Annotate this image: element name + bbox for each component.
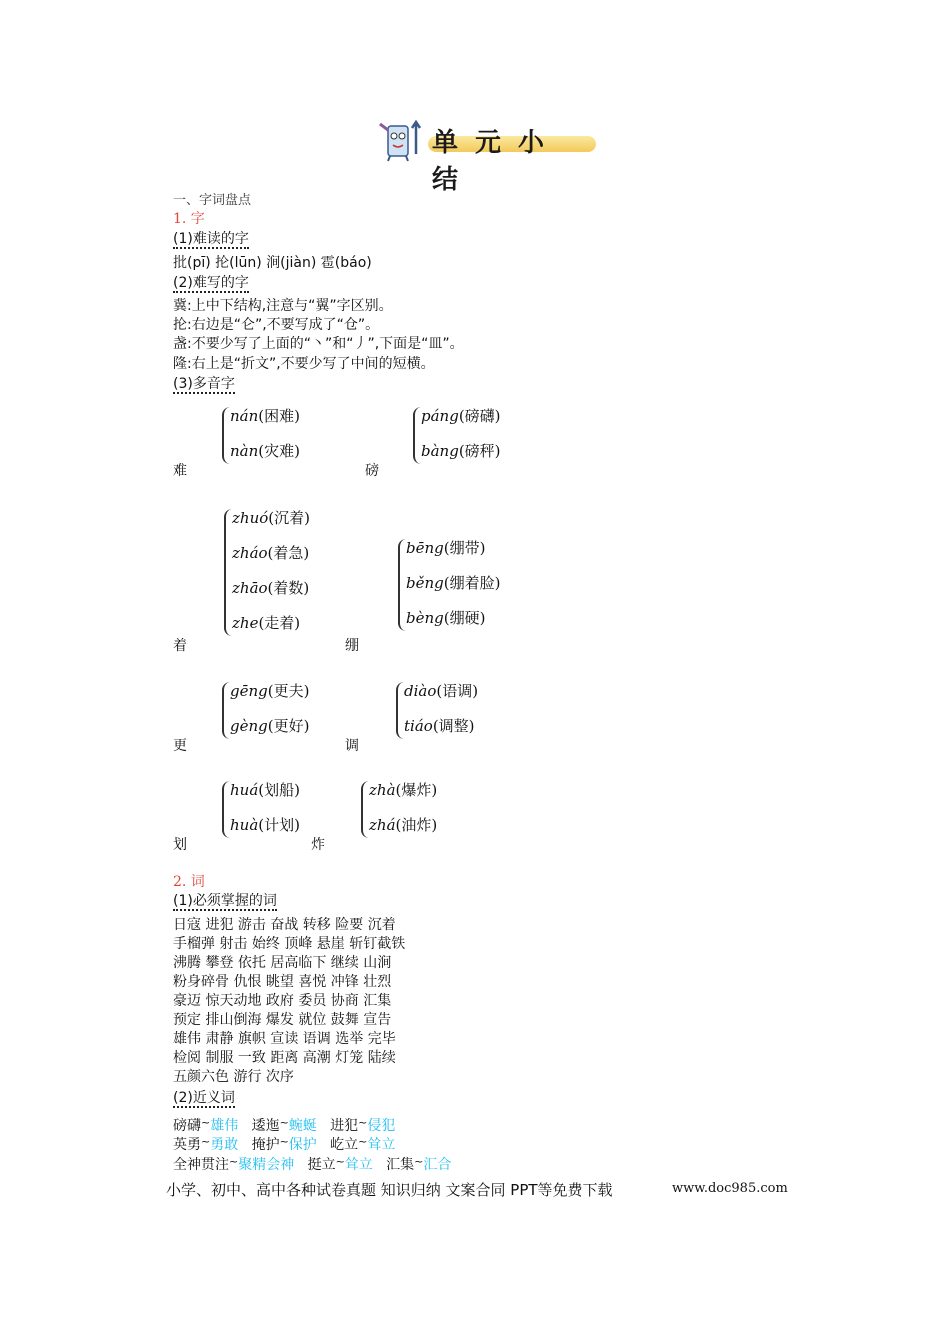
polyphone-reading: nán(困难) xyxy=(230,407,300,425)
polyphone-reading: bēng(绷带) xyxy=(406,539,486,557)
word-line: 检阅 制服 一致 距离 高潮 灯笼 陆续 xyxy=(173,1050,396,1066)
polyphone-reading: gèng(更好) xyxy=(230,717,310,735)
polyphone-char: 炸 xyxy=(311,837,325,853)
hard-read-heading: (1)难读的字 xyxy=(173,231,249,247)
brace-icon xyxy=(224,509,232,636)
word-line: 五颜六色 游行 次序 xyxy=(173,1069,294,1085)
polyphone-char: 磅 xyxy=(365,463,379,479)
synonym-row: 英勇~勇敢 掩护~保护 屹立~耸立 xyxy=(173,1135,396,1153)
hard-write-line: 隆:右上是“折文”,不要少写了中间的短横。 xyxy=(173,356,435,372)
word-line: 手榴弹 射击 始终 顶峰 悬崖 斩钉截铁 xyxy=(173,936,406,952)
polyphone-char: 更 xyxy=(173,738,187,754)
polyphone-reading: diào(语调) xyxy=(404,682,479,700)
polyphone-char: 调 xyxy=(345,738,359,754)
must-words-heading: (1)必须掌握的词 xyxy=(173,893,277,909)
polyphone-reading: tiáo(调整) xyxy=(404,717,475,735)
word-line: 粉身碎骨 仇恨 眺望 喜悦 冲锋 壮烈 xyxy=(173,974,392,990)
word-line: 日寇 进犯 游击 奋战 转移 险要 沉着 xyxy=(173,917,396,933)
footer-text: 小学、初中、高中各种试卷真题 知识归纳 文案合同 PPT等免费下载 xyxy=(166,1181,613,1199)
synonym-row: 磅礴~雄伟 逶迤~蜿蜒 进犯~侵犯 xyxy=(173,1116,396,1134)
polyphone-reading: huà(计划) xyxy=(230,816,300,834)
polyphone-char: 难 xyxy=(173,463,187,479)
hard-write-line: 抡:右边是“仑”,不要写成了“仓”。 xyxy=(173,317,380,333)
polyphone-reading: huá(划船) xyxy=(230,781,300,799)
hard-write-heading: (2)难写的字 xyxy=(173,275,249,291)
word-line: 雄伟 肃静 旗帜 宣读 语调 选举 完毕 xyxy=(173,1031,396,1047)
word-line: 沸腾 攀登 依托 居高临下 继续 山涧 xyxy=(173,955,392,971)
polyphone-reading: zhe(走着) xyxy=(232,614,301,632)
subsection-words: 2. 词 xyxy=(173,874,205,890)
brace-icon xyxy=(396,682,404,739)
hard-read-items: 批(pī) 抡(lūn) 涧(jiàn) 雹(báo) xyxy=(173,255,372,271)
footer-url[interactable]: www.doc985.com xyxy=(672,1181,788,1196)
subsection-characters: 1. 字 xyxy=(173,211,205,227)
word-line: 豪迈 惊天动地 政府 委员 协商 汇集 xyxy=(173,993,392,1009)
brace-icon xyxy=(222,407,230,464)
polyphone-reading: zhà(爆炸) xyxy=(369,781,438,799)
title-banner xyxy=(376,118,600,195)
brace-icon xyxy=(222,781,230,838)
polyphone-reading: zháo(着急) xyxy=(232,544,310,562)
polyphone-reading: nàn(灾难) xyxy=(230,442,300,460)
polyphone-char: 划 xyxy=(173,837,187,853)
brace-icon xyxy=(413,407,421,464)
polyphone-reading: zhāo(着数) xyxy=(232,579,310,597)
section-heading: 一、字词盘点 xyxy=(173,193,252,208)
hard-write-line: 盏:不要少写了上面的“丶”和“丿”,下面是“皿”。 xyxy=(173,336,464,352)
polyphone-char: 着 xyxy=(173,638,187,654)
page-title: 单元小结 xyxy=(432,128,562,195)
hard-write-line: 冀:上中下结构,注意与“翼”字区别。 xyxy=(173,298,393,314)
synonym-row: 全神贯注~聚精会神 挺立~耸立 汇集~汇合 xyxy=(173,1155,452,1173)
word-line: 预定 排山倒海 爆发 就位 鼓舞 宣告 xyxy=(173,1012,392,1028)
synonym-heading: (2)近义词 xyxy=(173,1090,235,1106)
polyphone-reading: běng(绷着脸) xyxy=(406,574,501,592)
polyphone-reading: páng(磅礴) xyxy=(421,407,501,425)
brace-icon xyxy=(222,682,230,739)
polyphone-reading: gēng(更夫) xyxy=(230,682,310,700)
polyphone-heading: (3)多音字 xyxy=(173,376,235,392)
polyphone-reading: bèng(绷硬) xyxy=(406,609,486,627)
mascot-icon xyxy=(376,118,428,162)
polyphone-reading: bàng(磅秤) xyxy=(421,442,501,460)
brace-icon xyxy=(361,781,369,838)
brace-icon xyxy=(398,539,406,631)
polyphone-reading: zhá(油炸) xyxy=(369,816,438,834)
polyphone-char: 绷 xyxy=(345,638,359,654)
polyphone-reading: zhuó(沉着) xyxy=(232,509,310,527)
